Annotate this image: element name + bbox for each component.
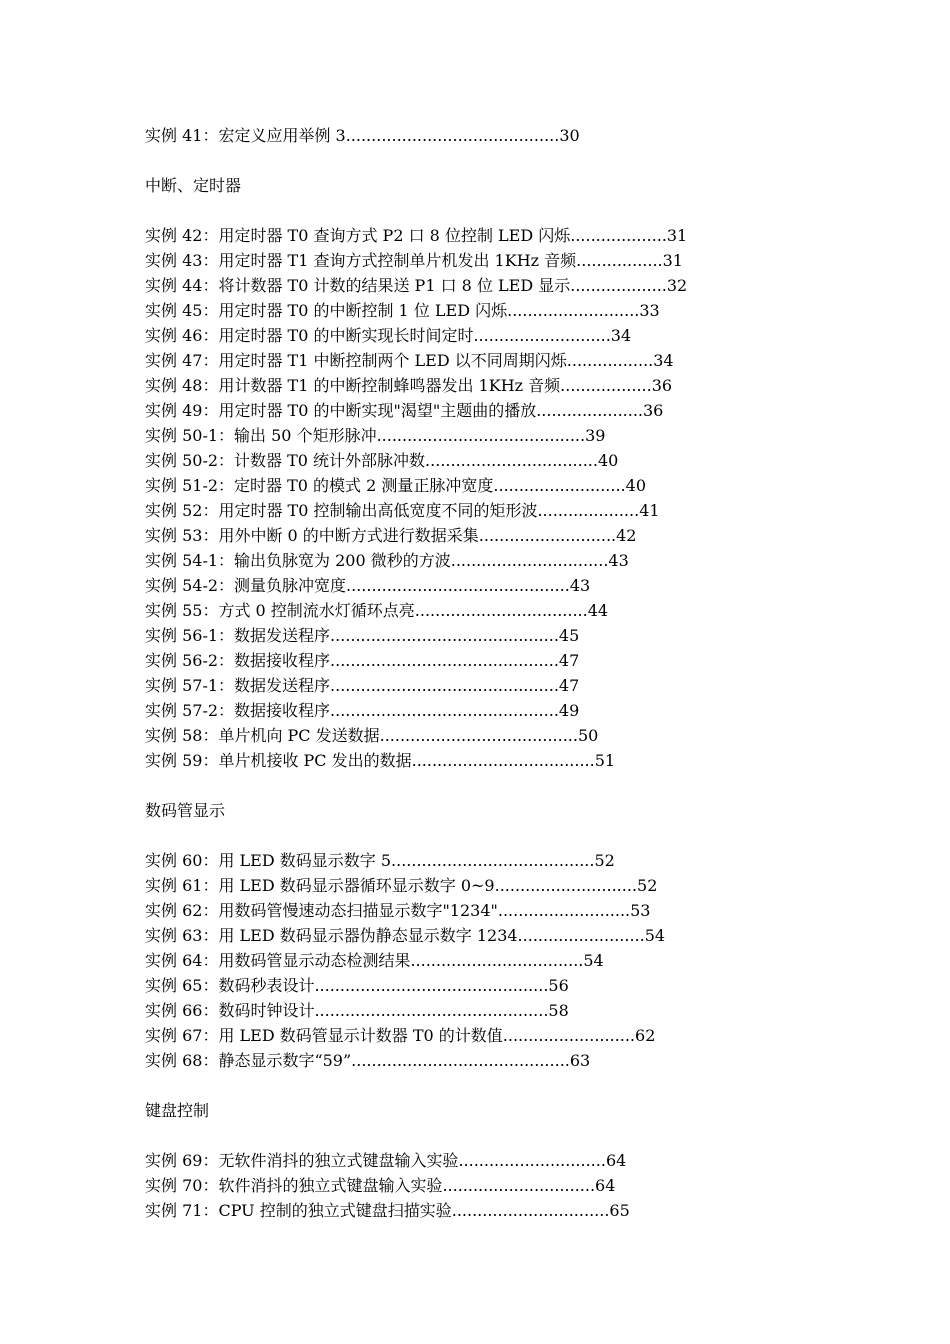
toc-entry: 实例 52：用定时器 T0 控制输出高低宽度不同的矩形波....................41 <box>145 501 660 520</box>
toc-entry: 实例 56-1：数据发送程序.............................................45 <box>145 626 580 645</box>
toc-entry: 实例 61：用 LED 数码显示器循环显示数字 0~9............................52 <box>145 876 658 895</box>
toc-entry: 实例 57-2：数据接收程序.............................................49 <box>145 701 580 720</box>
toc-entry: 实例 47：用定时器 T1 中断控制两个 LED 以不同周期闪烁.................34 <box>145 351 674 370</box>
spacer <box>145 1123 865 1148</box>
toc-entry: 实例 64：用数码管显示动态检测结果..................................54 <box>145 951 604 970</box>
toc-entry: 实例 55：方式 0 控制流水灯循环点亮..................................44 <box>145 601 609 620</box>
toc-entry: 实例 50-2：计数器 T0 统计外部脉冲数..................................40 <box>145 451 619 470</box>
toc-entry: 实例 60：用 LED 数码显示数字 5........................................52 <box>145 851 615 870</box>
toc-entry: 实例 42：用定时器 T0 查询方式 P2 口 8 位控制 LED 闪烁...................31 <box>145 226 688 245</box>
toc-entry: 实例 54-2：测量负脉冲宽度............................................43 <box>145 576 591 595</box>
toc-entry: 实例 46：用定时器 T0 的中断实现长时间定时...........................34 <box>145 326 632 345</box>
toc-entry: 实例 65：数码秒表设计..............................................56 <box>145 976 569 995</box>
spacer <box>145 198 865 223</box>
toc-entry: 实例 56-2：数据接收程序.............................................47 <box>145 651 580 670</box>
toc-entry: 实例 45：用定时器 T0 的中断控制 1 位 LED 闪烁..........................33 <box>145 301 660 320</box>
toc-entry: 实例 48：用计数器 T1 的中断控制蜂鸣器发出 1KHz 音频..................36 <box>145 376 673 395</box>
toc-entry: 实例 54-1：输出负脉宽为 200 微秒的方波...............................43 <box>145 551 629 570</box>
toc-entry: 实例 58：单片机向 PC 发送数据.......................................50 <box>145 726 599 745</box>
section-heading: 键盘控制 <box>145 1101 210 1120</box>
toc-entry: 实例 44：将计数器 T0 计数的结果送 P1 口 8 位 LED 显示...................32 <box>145 276 688 295</box>
toc-entry: 实例 53：用外中断 0 的中断方式进行数据采集...........................42 <box>145 526 637 545</box>
toc-entry: 实例 67：用 LED 数码管显示计数器 T0 的计数值..........................62 <box>145 1026 656 1045</box>
toc-page <box>145 123 865 1223</box>
toc-entry: 实例 62：用数码管慢速动态扫描显示数字"1234"..........................53 <box>145 901 651 920</box>
toc-entry: 实例 50-1：输出 50 个矩形脉冲.........................................39 <box>145 426 606 445</box>
toc-entry: 实例 63：用 LED 数码显示器伪静态显示数字 1234.........................54 <box>145 926 666 945</box>
section-heading: 中断、定时器 <box>145 176 242 195</box>
spacer <box>145 823 865 848</box>
spacer <box>145 1073 865 1098</box>
toc-entry: 实例 59：单片机接收 PC 发出的数据....................................51 <box>145 751 616 770</box>
toc-entry: 实例 41：宏定义应用举例 3..........................................30 <box>145 126 580 145</box>
section-heading: 数码管显示 <box>145 801 226 820</box>
toc-entry: 实例 68：静态显示数字“59”...........................................63 <box>145 1051 591 1070</box>
toc-entry: 实例 71：CPU 控制的独立式键盘扫描实验...............................65 <box>145 1201 630 1220</box>
spacer <box>145 148 865 173</box>
toc-entry: 实例 66：数码时钟设计..............................................58 <box>145 1001 569 1020</box>
toc-entry: 实例 57-1：数据发送程序.............................................47 <box>145 676 580 695</box>
toc-entry: 实例 49：用定时器 T0 的中断实现"渴望"主题曲的播放.....................36 <box>145 401 664 420</box>
spacer <box>145 773 865 798</box>
toc-entry: 实例 51-2：定时器 T0 的模式 2 测量正脉冲宽度..........................40 <box>145 476 647 495</box>
toc-entry: 实例 69：无软件消抖的独立式键盘输入实验.............................64 <box>145 1151 627 1170</box>
toc-entry: 实例 43：用定时器 T1 查询方式控制单片机发出 1KHz 音频.................31 <box>145 251 683 270</box>
toc-entry: 实例 70：软件消抖的独立式键盘输入实验..............................64 <box>145 1176 616 1195</box>
